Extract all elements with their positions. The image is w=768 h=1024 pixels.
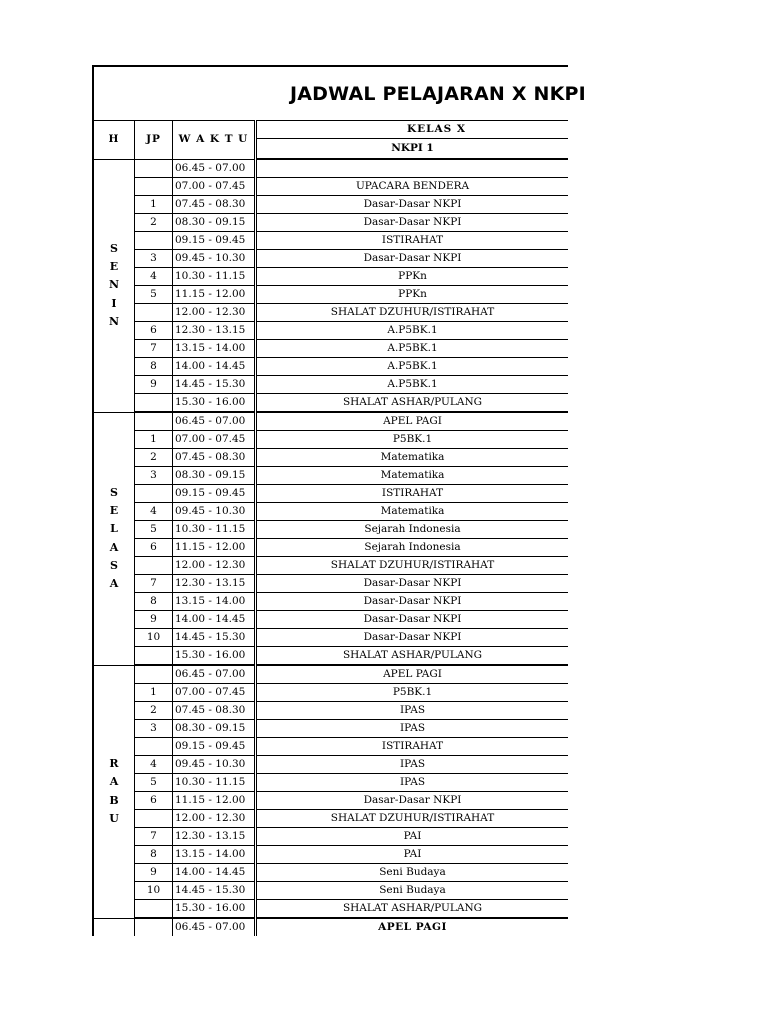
subject-cell: IPAS bbox=[256, 756, 569, 774]
subject-cell: A.P5BK.1 bbox=[256, 322, 569, 340]
jp-cell bbox=[135, 810, 173, 828]
time-cell: 09.45 - 10.30 bbox=[173, 250, 256, 268]
table-row bbox=[93, 214, 568, 232]
time-cell: 09.45 - 10.30 bbox=[173, 756, 256, 774]
jp-cell: 9 bbox=[135, 611, 173, 629]
table-row bbox=[93, 846, 568, 864]
time-cell: 15.30 - 16.00 bbox=[173, 647, 256, 666]
table-row bbox=[93, 828, 568, 846]
time-cell: 07.00 - 07.45 bbox=[173, 178, 256, 196]
subject-cell: Seni Budaya bbox=[256, 864, 569, 882]
subject-cell: SHALAT DZUHUR/ISTIRAHAT bbox=[256, 304, 569, 322]
jp-cell bbox=[135, 485, 173, 503]
jp-cell: 7 bbox=[135, 575, 173, 593]
time-cell: 13.15 - 14.00 bbox=[173, 593, 256, 611]
time-cell: 10.30 - 11.15 bbox=[173, 774, 256, 792]
time-cell: 11.15 - 12.00 bbox=[173, 792, 256, 810]
table-row bbox=[93, 358, 568, 376]
day-cell bbox=[93, 918, 135, 936]
time-cell: 08.30 - 09.15 bbox=[173, 720, 256, 738]
time-cell: 10.30 - 11.15 bbox=[173, 521, 256, 539]
jp-cell: 9 bbox=[135, 864, 173, 882]
table-row bbox=[93, 232, 568, 250]
day-label bbox=[94, 755, 134, 828]
table-row bbox=[93, 738, 568, 756]
table-row bbox=[93, 665, 568, 684]
day-cell bbox=[93, 412, 135, 665]
subject-cell: APEL PAGI bbox=[256, 412, 569, 431]
table-row bbox=[93, 702, 568, 720]
time-cell: 11.15 - 12.00 bbox=[173, 539, 256, 557]
subject-cell: Matematika bbox=[256, 449, 569, 467]
table-row bbox=[93, 918, 568, 936]
jp-cell bbox=[135, 665, 173, 684]
time-cell: 12.30 - 13.15 bbox=[173, 575, 256, 593]
jp-cell: 3 bbox=[135, 250, 173, 268]
table-row bbox=[93, 196, 568, 214]
jp-cell: 6 bbox=[135, 792, 173, 810]
table-row bbox=[93, 810, 568, 828]
day-letter: U bbox=[109, 811, 119, 825]
table-row bbox=[93, 900, 568, 919]
jp-cell: 6 bbox=[135, 322, 173, 340]
subject-cell: Dasar-Dasar NKPI bbox=[256, 629, 569, 647]
jp-cell: 9 bbox=[135, 376, 173, 394]
subject-cell: SHALAT DZUHUR/ISTIRAHAT bbox=[256, 810, 569, 828]
jp-cell bbox=[135, 557, 173, 575]
time-cell: 13.15 - 14.00 bbox=[173, 846, 256, 864]
jp-cell: 2 bbox=[135, 702, 173, 720]
time-cell: 07.45 - 08.30 bbox=[173, 196, 256, 214]
header-waktu: W A K T U bbox=[173, 121, 256, 160]
time-cell: 14.00 - 14.45 bbox=[173, 864, 256, 882]
day-letter: A bbox=[109, 775, 119, 789]
table-row bbox=[93, 322, 568, 340]
time-cell: 14.45 - 15.30 bbox=[173, 629, 256, 647]
subject-cell: PAI bbox=[256, 828, 569, 846]
time-cell: 12.30 - 13.15 bbox=[173, 828, 256, 846]
table-row bbox=[93, 431, 568, 449]
time-cell: 14.45 - 15.30 bbox=[173, 376, 256, 394]
time-cell: 09.45 - 10.30 bbox=[173, 503, 256, 521]
day-letter: S bbox=[110, 485, 118, 499]
day-letter: N bbox=[108, 278, 120, 292]
subject-cell: Dasar-Dasar NKPI bbox=[256, 593, 569, 611]
subject-cell: PPKn bbox=[256, 286, 569, 304]
day-letter: E bbox=[109, 260, 119, 274]
table-row bbox=[93, 864, 568, 882]
jp-cell bbox=[135, 647, 173, 666]
jp-cell bbox=[135, 738, 173, 756]
jp-cell bbox=[135, 159, 173, 178]
table-row bbox=[93, 557, 568, 575]
table-row bbox=[93, 286, 568, 304]
jp-cell: 1 bbox=[135, 431, 173, 449]
subject-cell: P5BK.1 bbox=[256, 684, 569, 702]
table-row bbox=[93, 376, 568, 394]
table-row bbox=[93, 412, 568, 431]
subject-cell bbox=[256, 159, 569, 178]
subject-cell: Dasar-Dasar NKPI bbox=[256, 250, 569, 268]
day-letter: R bbox=[109, 757, 119, 771]
header-class-name: NKPI 1 bbox=[256, 139, 569, 160]
time-cell: 13.15 - 14.00 bbox=[173, 340, 256, 358]
table-row bbox=[93, 684, 568, 702]
day-cell bbox=[93, 665, 135, 918]
subject-cell: ISTIRAHAT bbox=[256, 485, 569, 503]
table-row bbox=[93, 268, 568, 286]
table-row bbox=[93, 340, 568, 358]
jp-cell: 10 bbox=[135, 629, 173, 647]
jp-cell bbox=[135, 232, 173, 250]
table-row bbox=[93, 503, 568, 521]
subject-cell: Dasar-Dasar NKPI bbox=[256, 214, 569, 232]
subject-cell: PPKn bbox=[256, 268, 569, 286]
table-row bbox=[93, 629, 568, 647]
jp-cell: 4 bbox=[135, 503, 173, 521]
schedule-table bbox=[92, 120, 568, 936]
jp-cell: 8 bbox=[135, 358, 173, 376]
subject-cell: Matematika bbox=[256, 467, 569, 485]
time-cell: 07.45 - 08.30 bbox=[173, 702, 256, 720]
table-row bbox=[93, 394, 568, 413]
time-cell: 14.00 - 14.45 bbox=[173, 358, 256, 376]
subject-cell: SHALAT DZUHUR/ISTIRAHAT bbox=[256, 557, 569, 575]
table-row bbox=[93, 882, 568, 900]
day-letter: B bbox=[109, 793, 119, 807]
jp-cell: 4 bbox=[135, 756, 173, 774]
time-cell: 09.15 - 09.45 bbox=[173, 485, 256, 503]
jp-cell: 3 bbox=[135, 720, 173, 738]
title-box bbox=[92, 65, 586, 120]
subject-cell: A.P5BK.1 bbox=[256, 340, 569, 358]
time-cell: 12.00 - 12.30 bbox=[173, 810, 256, 828]
table-row bbox=[93, 756, 568, 774]
subject-cell: Sejarah Indonesia bbox=[256, 521, 569, 539]
jp-cell: 5 bbox=[135, 286, 173, 304]
time-cell: 06.45 - 07.00 bbox=[173, 665, 256, 684]
day-cell bbox=[93, 159, 135, 412]
jp-cell: 8 bbox=[135, 593, 173, 611]
subject-cell: Sejarah Indonesia bbox=[256, 539, 569, 557]
table-row bbox=[93, 593, 568, 611]
table-row bbox=[93, 792, 568, 810]
time-cell: 14.00 - 14.45 bbox=[173, 611, 256, 629]
subject-cell: ISTIRAHAT bbox=[256, 738, 569, 756]
table-row bbox=[93, 539, 568, 557]
schedule-body bbox=[93, 121, 568, 937]
jp-cell: 2 bbox=[135, 449, 173, 467]
subject-cell: APEL PAGI bbox=[256, 665, 569, 684]
jp-cell bbox=[135, 394, 173, 413]
day-letter: E bbox=[109, 504, 119, 518]
day-letter: I bbox=[111, 296, 117, 310]
time-cell: 12.00 - 12.30 bbox=[173, 557, 256, 575]
subject-cell: Dasar-Dasar NKPI bbox=[256, 611, 569, 629]
table-row bbox=[93, 304, 568, 322]
table-row bbox=[93, 449, 568, 467]
schedule-sheet bbox=[92, 65, 586, 936]
jp-cell: 2 bbox=[135, 214, 173, 232]
jp-cell: 3 bbox=[135, 467, 173, 485]
time-cell: 14.45 - 15.30 bbox=[173, 882, 256, 900]
time-cell: 09.15 - 09.45 bbox=[173, 232, 256, 250]
time-cell: 08.30 - 09.15 bbox=[173, 467, 256, 485]
table-row bbox=[93, 774, 568, 792]
time-cell: 06.45 - 07.00 bbox=[173, 159, 256, 178]
day-letter: A bbox=[109, 540, 119, 554]
subject-cell: APEL PAGI bbox=[378, 921, 447, 933]
day-letter: N bbox=[108, 314, 120, 328]
time-cell: 10.30 - 11.15 bbox=[173, 268, 256, 286]
table-row bbox=[93, 178, 568, 196]
subject-cell: Seni Budaya bbox=[256, 882, 569, 900]
jp-cell: 6 bbox=[135, 539, 173, 557]
time-cell: 12.00 - 12.30 bbox=[173, 304, 256, 322]
page-title: JADWAL PELAJARAN X NKPI bbox=[290, 83, 586, 105]
time-cell: 07.00 - 07.45 bbox=[173, 684, 256, 702]
jp-cell: 1 bbox=[135, 684, 173, 702]
jp-cell: 4 bbox=[135, 268, 173, 286]
subject-cell: Matematika bbox=[256, 503, 569, 521]
table-row bbox=[93, 647, 568, 666]
header-row bbox=[93, 121, 568, 139]
subject-cell: SHALAT ASHAR/PULANG bbox=[256, 900, 569, 919]
subject-cell: SHALAT ASHAR/PULANG bbox=[256, 647, 569, 666]
table-row bbox=[93, 250, 568, 268]
subject-cell: ISTIRAHAT bbox=[256, 232, 569, 250]
jp-cell: 7 bbox=[135, 340, 173, 358]
day-label bbox=[94, 484, 134, 593]
subject-cell: A.P5BK.1 bbox=[256, 358, 569, 376]
day-letter: A bbox=[109, 576, 119, 590]
day-letter: S bbox=[110, 241, 118, 255]
subject-cell: Dasar-Dasar NKPI bbox=[256, 575, 569, 593]
jp-cell bbox=[135, 900, 173, 919]
header-h: H bbox=[93, 121, 135, 160]
header-jp: JP bbox=[135, 121, 173, 160]
jp-cell bbox=[135, 412, 173, 431]
subject-cell: IPAS bbox=[256, 720, 569, 738]
jp-cell: 5 bbox=[135, 521, 173, 539]
table-row bbox=[93, 575, 568, 593]
subject-cell: IPAS bbox=[256, 774, 569, 792]
jp-cell: 7 bbox=[135, 828, 173, 846]
header-kelas: KELAS X bbox=[256, 121, 569, 139]
day-letter: L bbox=[110, 522, 118, 536]
subject-cell: A.P5BK.1 bbox=[256, 376, 569, 394]
subject-cell: P5BK.1 bbox=[256, 431, 569, 449]
time-cell: 06.45 - 07.00 bbox=[173, 412, 256, 431]
jp-cell: 5 bbox=[135, 774, 173, 792]
jp-cell bbox=[135, 304, 173, 322]
table-row bbox=[93, 521, 568, 539]
table-row bbox=[93, 467, 568, 485]
day-label bbox=[94, 240, 134, 331]
table-row bbox=[93, 159, 568, 178]
time-cell: 08.30 - 09.15 bbox=[173, 214, 256, 232]
subject-cell: Dasar-Dasar NKPI bbox=[256, 792, 569, 810]
subject-cell: UPACARA BENDERA bbox=[256, 178, 569, 196]
day-letter: S bbox=[110, 558, 118, 572]
table-row bbox=[93, 485, 568, 503]
subject-cell: Dasar-Dasar NKPI bbox=[256, 196, 569, 214]
jp-cell bbox=[135, 918, 173, 936]
time-cell: 15.30 - 16.00 bbox=[173, 900, 256, 919]
time-cell: 07.00 - 07.45 bbox=[173, 431, 256, 449]
subject-cell: SHALAT ASHAR/PULANG bbox=[256, 394, 569, 413]
time-cell: 12.30 - 13.15 bbox=[173, 322, 256, 340]
table-row bbox=[93, 611, 568, 629]
table-row bbox=[93, 720, 568, 738]
subject-cell: IPAS bbox=[256, 702, 569, 720]
time-cell: 15.30 - 16.00 bbox=[173, 394, 256, 413]
jp-cell: 10 bbox=[135, 882, 173, 900]
time-cell: 07.45 - 08.30 bbox=[173, 449, 256, 467]
subject-cell: PAI bbox=[256, 846, 569, 864]
jp-cell: 8 bbox=[135, 846, 173, 864]
jp-cell: 1 bbox=[135, 196, 173, 214]
time-cell: 06.45 - 07.00 bbox=[173, 918, 256, 936]
jp-cell bbox=[135, 178, 173, 196]
time-cell: 09.15 - 09.45 bbox=[173, 738, 256, 756]
time-cell: 11.15 - 12.00 bbox=[173, 286, 256, 304]
